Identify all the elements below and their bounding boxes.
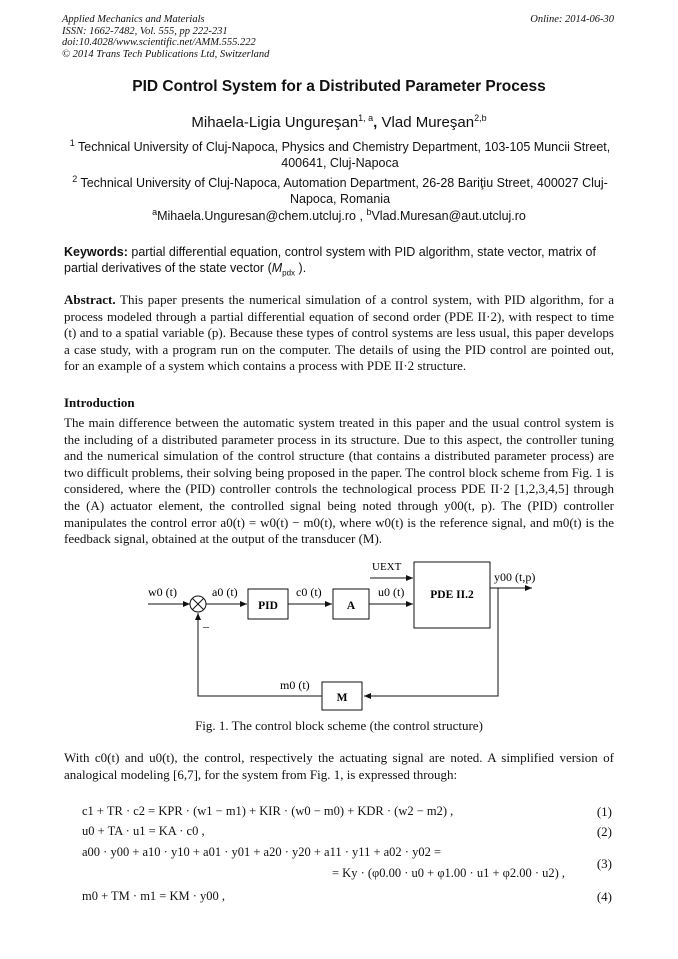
transducer-block-label: M [336, 692, 348, 704]
affiliation-2-text: Technical University of Cluj-Napoca, Automation Department, 26-28 Bariţiu Street, 400027 Cluj-Napoca, Romania [80, 176, 608, 206]
figure-1-caption: Fig. 1. The control block scheme (the control structure) [195, 718, 483, 733]
introduction-paragraph-2: With c0(t) and u0(t), the control, respectively the actuating signal are noted. A simplified version of analogical modeling [6,7], for the system from Fig. 1, is expressed through: [64, 750, 614, 782]
affiliation-2-mark: 2 [72, 173, 78, 184]
y00-label: y00 (t,p) [494, 570, 536, 584]
doi-line: doi:10.4028/www.scientific.net/AMM.555.222 [62, 37, 256, 48]
c0-label: c0 (t) [296, 585, 322, 599]
keywords-symbol-sub: pdx [282, 268, 296, 277]
author-separator: , [373, 114, 382, 131]
abstract-block [64, 292, 614, 375]
abstract-label: Abstract. [64, 292, 116, 307]
a0-label: a0 (t) [212, 585, 238, 599]
pde-process-label: PDE II.2 [430, 589, 474, 601]
email-line [0, 206, 678, 223]
email-a[interactable]: Mihaela.Unguresan@chem.utcluj.ro , [157, 209, 367, 223]
summing-junction [190, 596, 206, 612]
online-date: Online: 2014-06-30 [530, 14, 614, 25]
keywords-text: partial differential equation, control system with PID algorithm, state vector, matrix of partial derivatives of the state vector ( [64, 245, 596, 275]
equation-2: u0 + TA · u1 = KA · c0 , [82, 824, 205, 838]
journal-name: Applied Mechanics and Materials [62, 14, 205, 25]
keywords-tail: ). [295, 260, 307, 275]
paper-title: PID Control System for a Distributed Parameter Process [132, 78, 546, 95]
copyright-line: © 2014 Trans Tech Publications Ltd, Switzerland [62, 48, 270, 60]
author-1-affil: 1, a [358, 113, 374, 123]
keywords-block [64, 245, 614, 281]
equation-1-number: (1) [596, 804, 612, 819]
email-b[interactable]: Vlad.Muresan@aut.utcluj.ro [371, 209, 526, 223]
author-line [0, 114, 678, 131]
author-2: Vlad Mureşan [381, 114, 475, 131]
equation-3-line-1: a00 · y00 + a10 · y10 + a01 · y01 + a20 · y20 + a11 · y11 + a02 · y02 = [82, 845, 442, 859]
affiliation-1-mark: 1 [69, 137, 75, 148]
w0-label: w0 (t) [148, 585, 177, 599]
introduction-heading: Introduction [64, 395, 135, 410]
equation-4: m0 + TM · m1 = KM · y00 , [82, 889, 226, 903]
author-2-affil: 2,b [474, 113, 487, 123]
abstract-text: This paper presents the numerical simulation of a control system, with PID algorithm, for a process modeled through a partial differential equation of second order (PDE II·2), with respect to time (t) and to a spatial variable (p). Because these types of control systems are less usual, this paper develops a case study, with a program run on the computer. The details of using the PID control are pointed out, for an example of a system which contains a process with PDE II·2 structure. [64, 292, 614, 374]
equation-3-line-2: = Ky · (φ0.00 · u0 + φ1.00 · u1 + φ2.00 · u2) , [332, 866, 566, 880]
equation-2-number: (2) [596, 824, 612, 839]
actuator-block-label: A [346, 600, 356, 612]
issn-line: ISSN: 1662-7482, Vol. 555, pp 222-231 [62, 25, 228, 37]
uext-label: UEXT [372, 561, 402, 573]
minus-sign: – [203, 619, 209, 633]
u0-label: u0 (t) [378, 585, 405, 599]
keywords-symbol: M [271, 260, 283, 275]
control-block-diagram [0, 556, 678, 716]
equation-4-number: (4) [596, 889, 612, 904]
equation-1: c1 + TR · c2 = KPR · (w1 − m1) + KIR · (w0 − m0) + KDR · (w2 − m2) , [82, 804, 454, 818]
introduction-paragraph-1: The main difference between the automatic system treated in this paper and the usual control system is the including of a distributed parameter process in its structure. Due to this aspect, the controller tuning and the numerical simulation of the control structure (that contains a distributed parameter process) are two difficult problems, their solving being proposed in the paper. The control block scheme from Fig. 1 is considered, where the (PID) controller controls the technological process PDE II·2 [1,2,3,4,5] through the (A) actuator element, the controlled signal being noted through y00(t, p). The (PID) controller manipulates the control error a0(t) = w0(t) − m0(t), where w0(t) is the reference signal, and m0(t) is the feedback signal, obtained at the output of the transducer (M). [64, 415, 614, 547]
journal-header [62, 14, 269, 60]
affiliation-1-text: Technical University of Cluj-Napoca, Physics and Chemistry Department, 103-105 Muncii Street, 400641, Cluj-Napoca [78, 140, 611, 170]
author-1: Mihaela-Ligia Ungureşan [191, 114, 359, 131]
pid-block-label: PID [258, 600, 278, 612]
m0-label: m0 (t) [280, 678, 310, 692]
email-a-mark: a [152, 206, 158, 217]
email-b-mark: b [366, 206, 372, 217]
affiliation-2 [64, 175, 616, 207]
affiliation-1 [64, 139, 616, 171]
equation-3-number: (3) [596, 856, 612, 871]
keywords-label: Keywords: [64, 245, 128, 259]
